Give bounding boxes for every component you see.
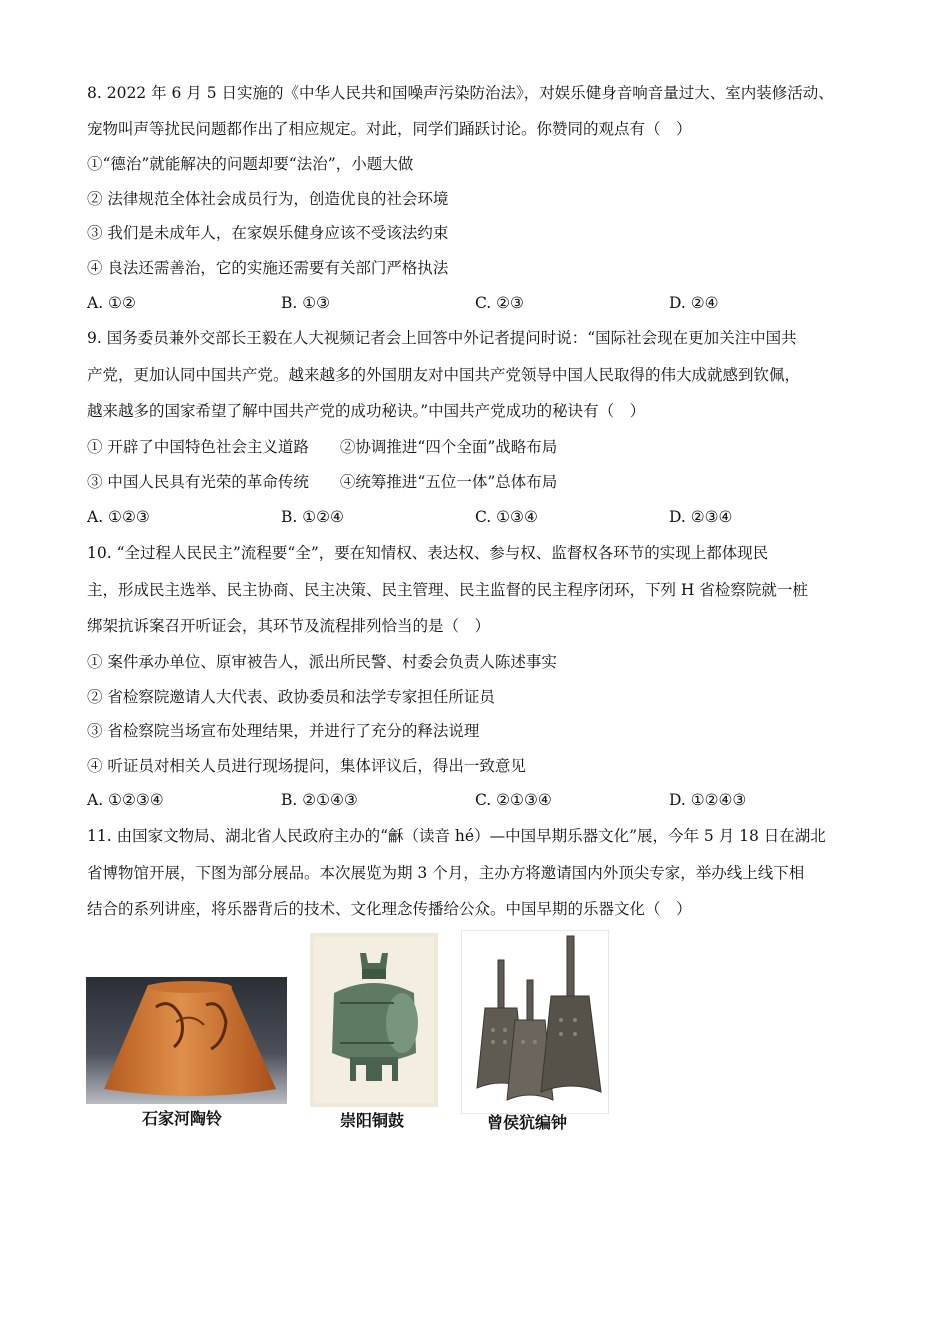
q8-stem-line-2: 宠物叫声等扰民问题都作出了相应规定。对此，同学们踊跃讨论。你赞同的观点有（ ） [87,120,692,138]
q8-option-d: D. ②④ [669,294,719,312]
q11-stem-line-3: 结合的系列讲座，将乐器背后的技术、文化理念传播给公众。中国早期的乐器文化（ ） [87,900,692,918]
q8-option-a: A. ①② [87,294,136,312]
q9-stem-line-3: 越来越多的国家希望了解中国共产党的成功秘诀。”中国共产党成功的秘诀有（ ） [87,402,646,420]
q9-option-d: D. ②③④ [669,508,733,526]
q8-item-1: ①“德治”就能解决的问题却要“法治”，小题大做 [87,155,414,173]
q11-stem-line-2: 省博物馆开展，下图为部分展品。本次展览为期 3 个月，主办方将邀请国内外顶尖专家，举办线上线下相 [87,864,805,882]
caption-pottery-bell: 石家河陶铃 [142,1109,223,1128]
q10-stem-line-3: 绑架抗诉案召开听证会，其环节及流程排列恰当的是（ ） [87,617,491,635]
q10-item-1: ① 案件承办单位、原审被告人，派出所民警、村委会负责人陈述事实 [87,653,557,671]
q9-stem-line-2: 产党，更加认同中国共产党。越来越多的外国朋友对中国共产党领导中国人民取得的伟大成就感到钦佩， [87,366,801,384]
caption-bronze-drum: 崇阳铜鼓 [340,1111,405,1130]
q9-item-2: ③ 中国人民具有光荣的革命传统 ④统筹推进“五位一体”总体布局 [87,473,558,491]
q8-stem-line-1: 8. 2022 年 6 月 5 日实施的《中华人民共和国噪声污染防治法》，对娱乐健身音响音量过大、室内装修活动、 [87,84,834,102]
q10-option-b: B. ②①④③ [281,791,358,809]
q9-stem-line-1: 9. 国务委员兼外交部长王毅在人大视频记者会上回答中外记者提问时说：“国际社会现在更加关注中国共 [87,329,797,347]
q10-item-3: ③ 省检察院当场宣布处理结果，并进行了充分的释法说理 [87,722,480,740]
q9-option-c: C. ①③④ [475,508,538,526]
q10-option-c: C. ②①③④ [475,791,552,809]
q10-option-a: A. ①②③④ [87,791,164,809]
q8-item-4: ④ 良法还需善治，它的实施还需要有关部门严格执法 [87,259,449,277]
q11-stem-line-1: 11. 由国家文物局、湖北省人民政府主办的“龢（读音 hé）—中国早期乐器文化”展，今年 5 月 18 日在湖北 [87,827,826,845]
q8-option-b: B. ①③ [281,294,331,312]
q9-option-b: B. ①②④ [281,508,344,526]
q10-stem-line-1: 10. “全过程人民民主”流程要“全”，要在知情权、表达权、参与权、监督权各环节的实现上都体现民 [87,544,769,562]
q9-item-1: ① 开辟了中国特色社会主义道路 ②协调推进“四个全面”战略布局 [87,438,558,456]
q10-stem-line-2: 主，形成民主选举、民主协商、民主决策、民主管理、民主监督的民主程序闭环，下列 H 省检察院就一桩 [87,581,808,599]
q10-option-d: D. ①②④③ [669,791,747,809]
q10-item-4: ④ 听证员对相关人员进行现场提问，集体评议后，得出一致意见 [87,757,526,775]
bronze-drum-image [310,933,438,1107]
q8-option-c: C. ②③ [475,294,524,312]
q10-item-2: ② 省检察院邀请人大代表、政协委员和法学专家担任所证员 [87,688,495,706]
pottery-bell-image [86,977,287,1104]
q8-item-2: ② 法律规范全体社会成员行为，创造优良的社会环境 [87,190,449,208]
q8-item-3: ③ 我们是未成年人，在家娱乐健身应该不受该法约束 [87,224,449,242]
q9-option-a: A. ①②③ [87,508,150,526]
chime-bells-image [461,930,609,1114]
caption-chime-bells: 曾侯犺编钟 [487,1113,568,1132]
